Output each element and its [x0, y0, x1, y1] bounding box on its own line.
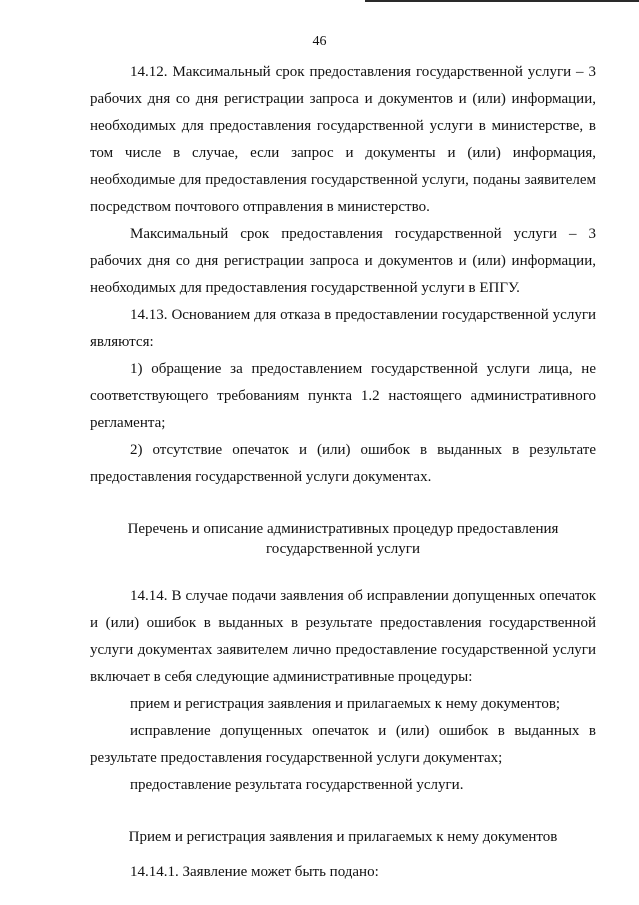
paragraph-14-13: 14.13. Основанием для отказа в предоставлении государственной услуги являются: [90, 307, 596, 350]
list-item-refusal-2: 2) отсутствие опечаток и (или) ошибок в выданных в результате предоставления государственной услуги документах. [90, 442, 596, 485]
paragraph-14-14: 14.14. В случае подачи заявления об исправлении допущенных опечаток и (или) ошибок в выданных в результате предоставления государственной услуги документах заявителем лично предоставление государственной услуги включает в себя следующие административные процедуры: [90, 588, 596, 685]
section-heading-reception: Прием и регистрация заявления и прилагаемых к нему документов [128, 829, 558, 845]
list-item-refusal-1: 1) обращение за предоставлением государственной услуги лица, не соответствующего требованиям пункта 1.2 настоящего административного регламента; [90, 361, 596, 431]
list-item-procedure-1: прием и регистрация заявления и прилагаемых к нему документов; [130, 696, 561, 712]
list-item-procedure-3: предоставление результата государственной услуги. [130, 777, 464, 793]
paragraph-max-term-epgu: Максимальный срок предоставления государственной услуги – 3 рабочих дня со дня регистрации запроса и документов и (или) информации, необходимых для предоставления государственной услуги в ЕПГУ. [90, 226, 596, 296]
paragraph-14-14-1: 14.14.1. Заявление может быть подано: [130, 864, 379, 880]
list-item-procedure-2: исправление допущенных опечаток и (или) ошибок в выданных в результате предоставления государственной услуги документах; [90, 723, 596, 766]
paragraph-14-12: 14.12. Максимальный срок предоставления государственной услуги – 3 рабочих дня со дня регистрации запроса и документов и (или) информации, необходимых для предоставления государственной услуги в министерстве, в том числе в случае, если запрос и документы и (или) информация, необходимые для предоставления государственной услуги, поданы заявителем посредством почтового отправления в министерство. [90, 64, 596, 215]
page-number: 46 [312, 34, 327, 49]
section-heading-procedures: Перечень и описание административных процедур предоставления государственной услуги [127, 521, 559, 557]
top-rule [365, 0, 639, 2]
document-body [90, 59, 596, 886]
